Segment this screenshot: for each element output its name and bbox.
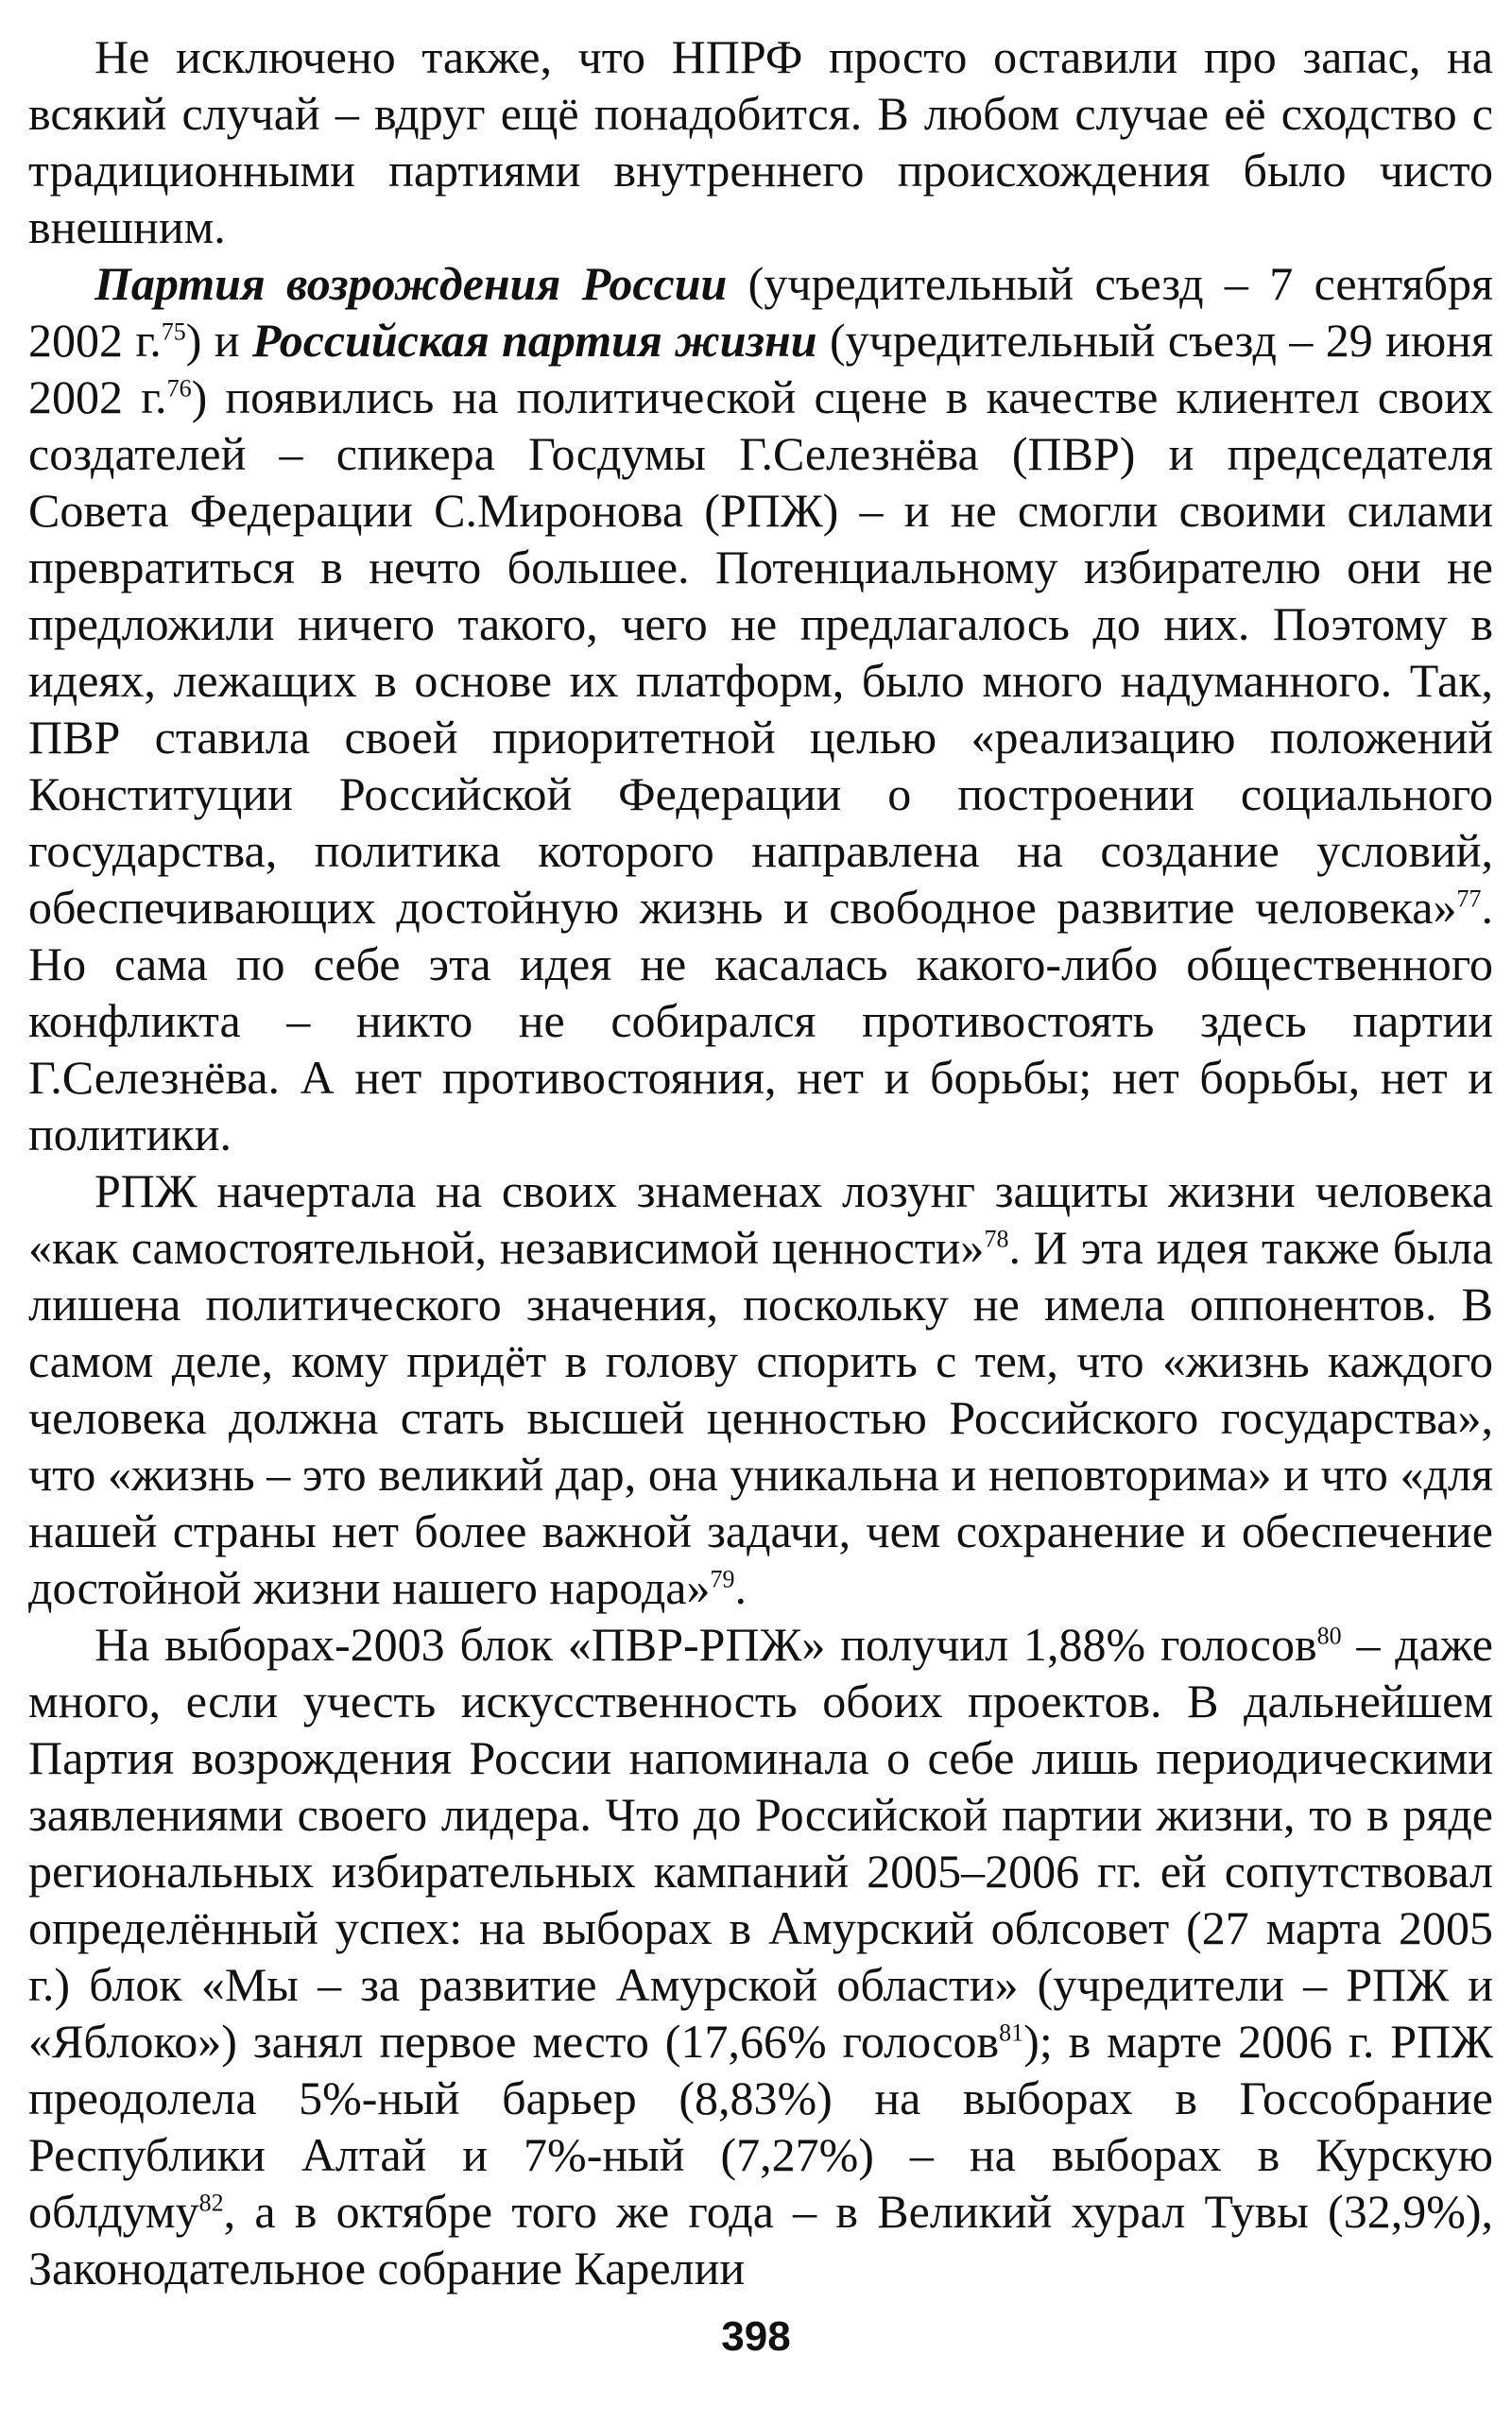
paragraph-4-text-4: , а в октябре того же года – в Великий хурал Тувы (32,9%), Законодательное собрание Карелии [28, 2185, 1493, 2294]
party-name-pvr: Партия возрождения России [94, 257, 728, 310]
paragraph-1-text: Не исключено также, что НПРФ просто оставили про запас, на всякий случай – вдруг ещё понадобится. В любом случае её сходство с традиционными партиями внутреннего происхождения было чисто внешним. [28, 30, 1493, 253]
paragraph-2-text-4: ) появились на политической сцене в качестве клиентел своих создателей – спикера Госдумы Г.Селезнёва (ПВР) и председателя Совета Федерации С.Миронова (РПЖ) – и не смогли своими силами превратиться в нечто большее. Потенциальному избирателю они не предложили ничего такого, чего не предлагалось до них. Поэтому в идеях, лежащих в основе их платформ, было много надуманного. Так, ПВР ставила своей приоритетной целью «реализацию положений Конституции Российской Федерации о построении социального государства, политика которого направлена на создание условий, обеспечивающих достойную жизнь и свободное развитие человека» [28, 370, 1493, 934]
paragraph-3 [28, 1162, 1493, 1616]
paragraph-2 [28, 255, 1493, 1162]
paragraph-4 [28, 1616, 1493, 2296]
paragraph-3-text-2: . И эта идея также была лишена политического значения, поскольку не имела оппонентов. В самом деле, кому придёт в голову спорить с тем, что «жизнь каждого человека должна стать высшей ценностью Российского государства», что «жизнь – это великий дар, она уникальна и неповторима» и что «для нашей страны нет более важной задачи, чем сохранение и обеспечение достойной жизни нашего народа» [28, 1221, 1494, 1614]
page-number: 398 [721, 2313, 791, 2360]
footnote-ref-77: 77 [1456, 885, 1482, 913]
paragraph-3-text-3: . [734, 1561, 747, 1614]
footnote-ref-80: 80 [1316, 1622, 1342, 1650]
paragraph-4-text-3: ); в марте 2006 г. РПЖ преодолела 5%-ный барьер (8,83%) на выборах в Госсобрание Республики Алтай и 7%-ный (7,27%) – на выборах в Курскую облдуму [28, 2015, 1494, 2238]
paragraph-2-text-3: (учредительный съезд – 29 июня 2002 г. [28, 314, 1493, 423]
paragraph-2-text-5: . Но сама по себе эта идея не касалась какого-либо общественного конфликта – никто не собирался противостоять здесь партии Г.Селезнёва. А нет противостояния, нет и борьбы; нет борьбы, нет и политики. [28, 881, 1493, 1160]
paragraph-1 [28, 28, 1493, 255]
footnote-ref-75: 75 [161, 318, 186, 346]
footnote-ref-78: 78 [984, 1225, 1009, 1253]
party-name-rpzh: Российская партия жизни [251, 314, 817, 367]
paragraph-2-text-1: (учредительный съезд – 7 сентября 2002 г. [28, 257, 1493, 367]
paragraph-4-text-2: – даже много, если учесть искусственность обоих проектов. В дальнейшем Партия возрождения России напоминала о себе лишь периодическими заявлениями своего лидера. Что до Российской партии жизни, то в ряде региональных избирательных кампаний 2005–2006 гг. ей сопутствовал определённый успех: на выборах в Амурский облсовет (27 марта 2005 г.) блок «Мы – за развитие Амурской области» (учредители – РПЖ и «Яблоко») занял первое место (17,66% голосов [28, 1618, 1493, 2068]
page-body [28, 28, 1493, 2296]
paragraph-4-text-1: На выборах-2003 блок «ПВР-РПЖ» получил 1,88% голосов [94, 1618, 1317, 1671]
footnote-ref-76: 76 [166, 374, 192, 403]
paragraph-2-text-2: ) и [185, 314, 252, 367]
footnote-ref-82: 82 [198, 2189, 224, 2217]
footnote-ref-81: 81 [999, 2019, 1024, 2047]
footnote-ref-79: 79 [710, 1565, 735, 1593]
paragraph-3-text-1: РПЖ начертала на своих знаменах лозунг защиты жизни человека «как самостоятельной, независимой ценности» [28, 1164, 1493, 1274]
